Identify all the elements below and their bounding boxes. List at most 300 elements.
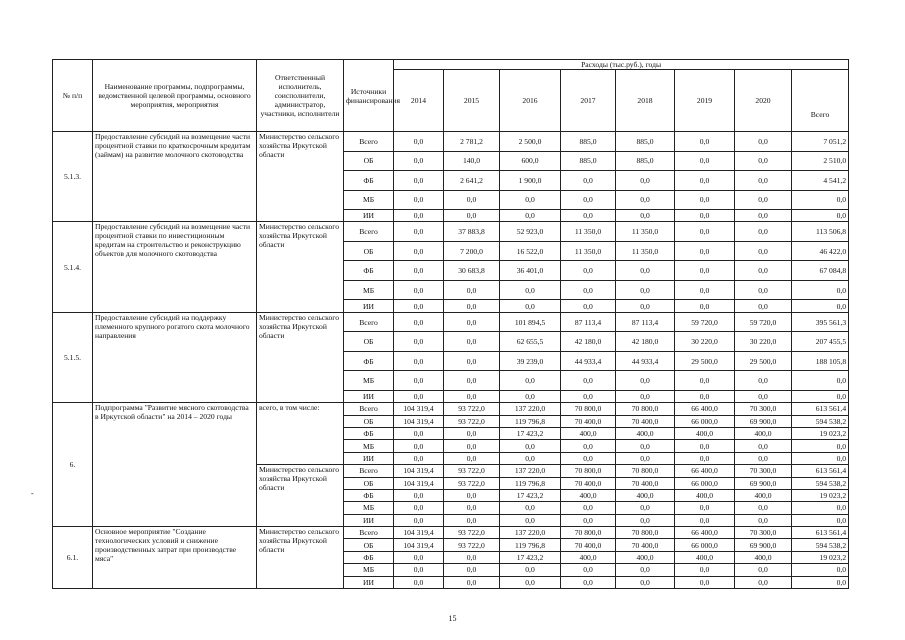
year-value: 0,0	[675, 171, 735, 191]
year-value: 104 319,4	[394, 539, 444, 551]
year-value: 0,0	[444, 452, 500, 464]
year-value: 2 641,2	[444, 171, 500, 191]
year-value: 0,0	[500, 210, 561, 222]
year-value: 885,0	[561, 132, 616, 152]
year-value: 44 933,4	[616, 351, 675, 371]
total-value: 0,0	[792, 390, 849, 402]
year-value: 0,0	[735, 514, 792, 526]
year-value: 104 319,4	[394, 403, 444, 415]
total-value: 613 561,4	[792, 527, 849, 539]
year-value: 0,0	[616, 280, 675, 300]
year-value: 0,0	[561, 440, 616, 452]
year-value: 66 000,0	[675, 415, 735, 427]
year-value: 16 522,0	[500, 241, 561, 261]
header-year: 2017	[561, 70, 616, 132]
year-value: 0,0	[735, 576, 792, 588]
year-value: 0,0	[735, 261, 792, 281]
table-row	[53, 403, 849, 415]
row-number: 5.1.5.	[53, 312, 93, 402]
year-value: 0,0	[394, 210, 444, 222]
year-value: 0,0	[735, 502, 792, 514]
year-value: 2 781,2	[444, 132, 500, 152]
funding-source: Всего	[344, 465, 394, 477]
year-value: 70 400,0	[561, 477, 616, 489]
year-value: 0,0	[444, 351, 500, 371]
year-value: 0,0	[444, 210, 500, 222]
total-value: 19 023,2	[792, 551, 849, 563]
funding-source: ИИ	[344, 514, 394, 526]
year-value: 70 400,0	[561, 415, 616, 427]
funding-source: МБ	[344, 440, 394, 452]
year-value: 36 401,0	[500, 261, 561, 281]
total-value: 19 023,2	[792, 489, 849, 501]
year-value: 93 722,0	[444, 403, 500, 415]
year-value: 11 350,0	[616, 222, 675, 242]
year-value: 70 800,0	[561, 527, 616, 539]
year-value: 39 239,0	[500, 351, 561, 371]
year-value: 0,0	[735, 371, 792, 391]
row-number: 6.	[53, 403, 93, 527]
year-value: 0,0	[394, 551, 444, 563]
year-value: 0,0	[394, 452, 444, 464]
year-value: 0,0	[394, 502, 444, 514]
year-value: 70 400,0	[561, 539, 616, 551]
year-value: 44 933,4	[561, 351, 616, 371]
funding-source: ФБ	[344, 261, 394, 281]
year-value: 0,0	[616, 452, 675, 464]
year-value: 400,0	[616, 551, 675, 563]
year-value: 0,0	[444, 551, 500, 563]
year-value: 0,0	[675, 576, 735, 588]
year-value: 66 000,0	[675, 477, 735, 489]
year-value: 119 796,8	[500, 415, 561, 427]
responsible-executor: Министерство сельского хозяйства Иркутской области	[257, 222, 344, 312]
year-value: 0,0	[394, 261, 444, 281]
row-number: 5.1.4.	[53, 222, 93, 312]
year-value: 62 655,5	[500, 332, 561, 352]
year-value: 101 894,5	[500, 312, 561, 332]
year-value: 69 900,0	[735, 415, 792, 427]
year-value: 17 423,2	[500, 489, 561, 501]
total-value: 0,0	[792, 190, 849, 210]
year-value: 0,0	[675, 452, 735, 464]
year-value: 0,0	[675, 190, 735, 210]
total-value: 594 538,2	[792, 539, 849, 551]
year-value: 70 800,0	[561, 403, 616, 415]
funding-source: ФБ	[344, 351, 394, 371]
year-value: 0,0	[394, 222, 444, 242]
year-value: 0,0	[394, 390, 444, 402]
year-value: 0,0	[394, 190, 444, 210]
year-value: 0,0	[394, 351, 444, 371]
year-value: 0,0	[735, 210, 792, 222]
year-value: 0,0	[561, 390, 616, 402]
year-value: 0,0	[444, 576, 500, 588]
year-value: 0,0	[500, 371, 561, 391]
table-row	[53, 527, 849, 539]
year-value: 137 220,0	[500, 403, 561, 415]
funding-source: ФБ	[344, 551, 394, 563]
year-value: 0,0	[675, 390, 735, 402]
year-value: 42 180,0	[616, 332, 675, 352]
year-value: 0,0	[561, 261, 616, 281]
year-value: 93 722,0	[444, 527, 500, 539]
year-value: 885,0	[616, 132, 675, 152]
total-value: 0,0	[792, 502, 849, 514]
year-value: 69 900,0	[735, 539, 792, 551]
header-expenses: Расходы (тыс.руб.), годы	[394, 60, 849, 70]
header-year: 2018	[616, 70, 675, 132]
year-value: 0,0	[735, 440, 792, 452]
year-value: 70 400,0	[616, 477, 675, 489]
funding-source: МБ	[344, 502, 394, 514]
year-value: 0,0	[444, 280, 500, 300]
year-value: 70 300,0	[735, 465, 792, 477]
year-value: 0,0	[500, 190, 561, 210]
total-value: 113 506,8	[792, 222, 849, 242]
year-value: 59 720,0	[735, 312, 792, 332]
responsible-executor: всего, в том числе:	[257, 403, 344, 465]
year-value: 0,0	[394, 171, 444, 191]
year-value: 0,0	[444, 427, 500, 439]
year-value: 93 722,0	[444, 415, 500, 427]
year-value: 0,0	[561, 210, 616, 222]
total-value: 0,0	[792, 452, 849, 464]
funding-source: Всего	[344, 527, 394, 539]
funding-source: ОБ	[344, 241, 394, 261]
header-year: 2015	[444, 70, 500, 132]
year-value: 11 350,0	[616, 241, 675, 261]
total-value: 4 541,2	[792, 171, 849, 191]
total-value: 46 422,0	[792, 241, 849, 261]
year-value: 17 423,2	[500, 427, 561, 439]
total-value: 67 084,8	[792, 261, 849, 281]
year-value: 400,0	[561, 489, 616, 501]
year-value: 104 319,4	[394, 527, 444, 539]
funding-source: ОБ	[344, 477, 394, 489]
year-value: 0,0	[444, 312, 500, 332]
total-value: 0,0	[792, 440, 849, 452]
year-value: 0,0	[561, 576, 616, 588]
table-row	[53, 222, 849, 242]
year-value: 0,0	[616, 440, 675, 452]
total-value: 613 561,4	[792, 465, 849, 477]
year-value: 59 720,0	[675, 312, 735, 332]
funding-source: ИИ	[344, 300, 394, 312]
year-value: 66 400,0	[675, 527, 735, 539]
total-value: 613 561,4	[792, 403, 849, 415]
year-value: 400,0	[616, 427, 675, 439]
year-value: 0,0	[616, 576, 675, 588]
year-value: 0,0	[616, 390, 675, 402]
year-value: 0,0	[735, 300, 792, 312]
page-number: 15	[448, 614, 457, 623]
year-value: 0,0	[675, 241, 735, 261]
program-name: Предоставление субсидий на поддержку племенного крупного рогатого скота молочного направления	[93, 312, 257, 402]
total-value: 594 538,2	[792, 477, 849, 489]
year-value: 70 800,0	[616, 527, 675, 539]
funding-source: ИИ	[344, 452, 394, 464]
year-value: 87 113,4	[616, 312, 675, 332]
year-value: 93 722,0	[444, 477, 500, 489]
year-value: 66 400,0	[675, 465, 735, 477]
header-year: 2014	[394, 70, 444, 132]
year-value: 0,0	[394, 151, 444, 171]
year-value: 0,0	[394, 332, 444, 352]
year-value: 1 900,0	[500, 171, 561, 191]
year-value: 70 800,0	[561, 465, 616, 477]
year-value: 0,0	[561, 171, 616, 191]
year-value: 0,0	[616, 261, 675, 281]
total-value: 188 105,8	[792, 351, 849, 371]
year-value: 0,0	[675, 280, 735, 300]
year-value: 0,0	[735, 151, 792, 171]
stray-mark: -	[31, 489, 34, 498]
year-value: 400,0	[675, 551, 735, 563]
funding-source: ОБ	[344, 151, 394, 171]
total-value: 2 510,0	[792, 151, 849, 171]
table-row	[53, 132, 849, 152]
year-value: 0,0	[616, 502, 675, 514]
year-value: 0,0	[675, 371, 735, 391]
program-name: Основное мероприятие "Создание технологических условий и снижение производственных затрат при производстве мяса"	[93, 527, 257, 589]
year-value: 0,0	[500, 502, 561, 514]
year-value: 66 400,0	[675, 403, 735, 415]
year-value: 0,0	[394, 489, 444, 501]
year-value: 0,0	[735, 280, 792, 300]
year-value: 30 683,8	[444, 261, 500, 281]
year-value: 0,0	[394, 427, 444, 439]
funding-source: ФБ	[344, 427, 394, 439]
total-value: 7 051,2	[792, 132, 849, 152]
year-value: 104 319,4	[394, 477, 444, 489]
year-value: 0,0	[675, 502, 735, 514]
year-value: 0,0	[444, 502, 500, 514]
year-value: 70 400,0	[616, 539, 675, 551]
year-value: 0,0	[675, 300, 735, 312]
year-value: 0,0	[735, 190, 792, 210]
year-value: 0,0	[394, 300, 444, 312]
program-name: Подпрограмма "Развитие мясного скотоводства в Иркутской области" на 2014 – 2020 годы	[93, 403, 257, 527]
year-value: 52 923,0	[500, 222, 561, 242]
funding-source: ОБ	[344, 539, 394, 551]
header-year: 2016	[500, 70, 561, 132]
year-value: 0,0	[616, 300, 675, 312]
year-value: 0,0	[675, 564, 735, 576]
year-value: 87 113,4	[561, 312, 616, 332]
year-value: 0,0	[394, 312, 444, 332]
year-value: 0,0	[735, 241, 792, 261]
year-value: 400,0	[675, 489, 735, 501]
funding-source: МБ	[344, 564, 394, 576]
funding-source: ФБ	[344, 171, 394, 191]
year-value: 42 180,0	[561, 332, 616, 352]
expenses-table	[52, 59, 849, 589]
year-value: 11 350,0	[561, 222, 616, 242]
total-value: 0,0	[792, 371, 849, 391]
year-value: 0,0	[500, 564, 561, 576]
total-value: 207 455,5	[792, 332, 849, 352]
year-value: 400,0	[735, 427, 792, 439]
total-value: 19 023,2	[792, 427, 849, 439]
year-value: 400,0	[561, 551, 616, 563]
responsible-executor: Министерство сельского хозяйства Иркутской области	[257, 312, 344, 402]
total-value: 0,0	[792, 300, 849, 312]
year-value: 0,0	[561, 300, 616, 312]
year-value: 70 800,0	[616, 403, 675, 415]
total-value: 0,0	[792, 210, 849, 222]
year-value: 600,0	[500, 151, 561, 171]
total-value: 395 561,3	[792, 312, 849, 332]
year-value: 0,0	[500, 514, 561, 526]
year-value: 0,0	[675, 261, 735, 281]
year-value: 0,0	[616, 514, 675, 526]
header-row	[53, 60, 849, 70]
table-row	[53, 312, 849, 332]
funding-source: МБ	[344, 190, 394, 210]
year-value: 0,0	[444, 190, 500, 210]
row-number: 6.1.	[53, 527, 93, 589]
year-value: 0,0	[735, 564, 792, 576]
funding-source: Всего	[344, 222, 394, 242]
program-name: Предоставление субсидий на возмещение части процентной ставки по инвестиционным кредитам на строительство и реконструкцию объектов для молочного скотоводства	[93, 222, 257, 312]
header-year: 2020	[735, 70, 792, 132]
year-value: 93 722,0	[444, 539, 500, 551]
header-year: 2019	[675, 70, 735, 132]
year-value: 0,0	[616, 190, 675, 210]
year-value: 0,0	[394, 241, 444, 261]
year-value: 0,0	[394, 514, 444, 526]
year-value: 70 800,0	[616, 465, 675, 477]
year-value: 400,0	[735, 489, 792, 501]
year-value: 0,0	[561, 502, 616, 514]
year-value: 0,0	[561, 514, 616, 526]
year-value: 0,0	[675, 440, 735, 452]
year-value: 0,0	[394, 280, 444, 300]
year-value: 29 500,0	[675, 351, 735, 371]
year-value: 104 319,4	[394, 415, 444, 427]
year-value: 0,0	[735, 452, 792, 464]
year-value: 11 350,0	[561, 241, 616, 261]
year-value: 0,0	[616, 210, 675, 222]
year-value: 0,0	[675, 132, 735, 152]
year-value: 0,0	[500, 452, 561, 464]
year-value: 30 220,0	[735, 332, 792, 352]
year-value: 7 200,0	[444, 241, 500, 261]
year-value: 17 423,2	[500, 551, 561, 563]
total-value: 0,0	[792, 514, 849, 526]
year-value: 0,0	[444, 300, 500, 312]
year-value: 0,0	[616, 171, 675, 191]
year-value: 69 900,0	[735, 477, 792, 489]
year-value: 885,0	[561, 151, 616, 171]
year-value: 119 796,8	[500, 539, 561, 551]
year-value: 119 796,8	[500, 477, 561, 489]
year-value: 400,0	[561, 427, 616, 439]
year-value: 0,0	[735, 222, 792, 242]
year-value: 0,0	[500, 440, 561, 452]
row-number: 5.1.3.	[53, 132, 93, 222]
year-value: 0,0	[675, 222, 735, 242]
year-value: 0,0	[735, 132, 792, 152]
year-value: 0,0	[444, 564, 500, 576]
responsible-executor: Министерство сельского хозяйства Иркутской области	[257, 132, 344, 222]
funding-source: Всего	[344, 132, 394, 152]
funding-source: МБ	[344, 371, 394, 391]
funding-source: ИИ	[344, 390, 394, 402]
year-value: 0,0	[675, 514, 735, 526]
year-value: 0,0	[394, 564, 444, 576]
year-value: 0,0	[394, 440, 444, 452]
year-value: 0,0	[444, 390, 500, 402]
year-value: 93 722,0	[444, 465, 500, 477]
program-name: Предоставление субсидий на возмещение части процентной ставки по краткосрочным кредитам (займам) на развитие молочного скотоводства	[93, 132, 257, 222]
funding-source: МБ	[344, 280, 394, 300]
year-value: 885,0	[616, 151, 675, 171]
year-value: 0,0	[444, 440, 500, 452]
year-value: 104 319,4	[394, 465, 444, 477]
year-value: 0,0	[616, 564, 675, 576]
year-value: 0,0	[561, 564, 616, 576]
year-value: 0,0	[735, 171, 792, 191]
year-value: 0,0	[500, 390, 561, 402]
year-value: 0,0	[394, 371, 444, 391]
responsible-executor: Министерство сельского хозяйства Иркутской области	[257, 465, 344, 527]
year-value: 0,0	[616, 371, 675, 391]
year-value: 137 220,0	[500, 527, 561, 539]
year-value: 0,0	[444, 371, 500, 391]
funding-source: Всего	[344, 312, 394, 332]
table-body	[53, 132, 849, 589]
header-name: Наименование программы, подпрограммы, ведомственной целевой программы, основного мероприятия, мероприятия	[93, 60, 257, 132]
year-value: 66 000,0	[675, 539, 735, 551]
year-value: 400,0	[675, 427, 735, 439]
year-value: 0,0	[444, 332, 500, 352]
year-value: 70 400,0	[616, 415, 675, 427]
year-value: 0,0	[561, 280, 616, 300]
funding-source: ОБ	[344, 332, 394, 352]
year-value: 0,0	[444, 489, 500, 501]
year-value: 30 220,0	[675, 332, 735, 352]
year-value: 0,0	[500, 576, 561, 588]
year-value: 0,0	[500, 300, 561, 312]
year-value: 140,0	[444, 151, 500, 171]
year-value: 70 300,0	[735, 403, 792, 415]
year-value: 0,0	[735, 390, 792, 402]
funding-source: ОБ	[344, 415, 394, 427]
header-responsible: Ответственный исполнитель, соисполнители, администратор, участники, исполнители	[257, 60, 344, 132]
funding-source: ИИ	[344, 210, 394, 222]
header-no: № п/п	[53, 60, 93, 132]
responsible-executor: Министерство сельского хозяйства Иркутской области	[257, 527, 344, 589]
year-value: 400,0	[616, 489, 675, 501]
funding-source: Всего	[344, 403, 394, 415]
year-value: 0,0	[561, 190, 616, 210]
year-value: 137 220,0	[500, 465, 561, 477]
funding-source: ИИ	[344, 576, 394, 588]
year-value: 0,0	[394, 576, 444, 588]
year-value: 2 500,0	[500, 132, 561, 152]
year-value: 0,0	[394, 132, 444, 152]
funding-source: ФБ	[344, 489, 394, 501]
total-value: 594 538,2	[792, 415, 849, 427]
total-value: 0,0	[792, 576, 849, 588]
year-value: 0,0	[561, 452, 616, 464]
header-source: Источники финансирования	[344, 60, 394, 132]
year-value: 0,0	[561, 371, 616, 391]
year-value: 37 883,8	[444, 222, 500, 242]
year-value: 29 500,0	[735, 351, 792, 371]
